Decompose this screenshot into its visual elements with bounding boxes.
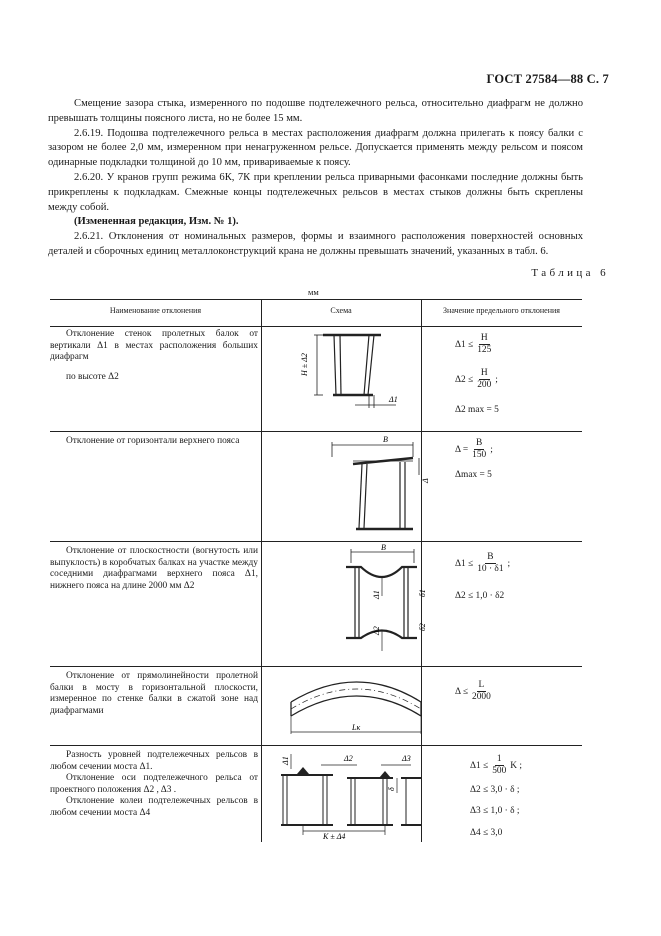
- column-divider: [421, 299, 422, 842]
- formula: [455, 438, 493, 461]
- formula: [455, 333, 495, 356]
- dimension-label: Δ1: [389, 395, 398, 404]
- formula-numerator: H: [480, 368, 488, 378]
- dimension-label: K ± Δ4: [323, 832, 346, 841]
- formula: [470, 754, 522, 777]
- row-description: Разность уровней подтележечных рельсов в любом сечении моста Δ1.: [50, 750, 258, 772]
- paragraph: Смещение зазора стыка, измеренного по подошве подтележечного рельса, относительно диафрагм не должно превышать толщины поясного листа, но не более 15 мм.: [48, 98, 583, 124]
- scheme-beam-walls: [261, 326, 421, 431]
- dimension-label: Δ: [421, 478, 430, 483]
- dimension-label: H ± Δ2: [300, 353, 309, 376]
- formula-denominator: 150: [472, 450, 487, 460]
- dimension-label: Δ2: [372, 626, 381, 635]
- row-description: Отклонение оси подтележечного рельса от проектного положения Δ2 , Δ3 .: [50, 773, 258, 795]
- formula-denominator: 500: [492, 766, 507, 776]
- row-description: по высоте Δ2: [66, 372, 119, 382]
- row-description: Отклонение от прямолинейности пролетной балки в мосту в горизонтальной плоскости, измеренное по стенке балки в сжатой зоне над диафрагмами: [50, 671, 258, 716]
- row-description: Отклонение стенок пролетных балок от вертикали Δ1 в местах расположения больших диафрагм: [50, 329, 258, 362]
- dimension-label: Δ1: [372, 590, 381, 599]
- formula-denominator: 10 · δ1: [477, 564, 504, 574]
- paragraph: 2.6.19. Подошва подтележечного рельса в местах расположения диафрагм должна прилегать к поясу балки с зазором не более 2,0 мм, измеренном при ненагруженном рельсе. Допускается применять между рельсом и поясом одинарные подкладки толщиной до 10 мм, привариваемые к поясу.: [48, 127, 583, 169]
- paragraph: 2.6.21. Отклонения от номинальных размеров, формы и взаимного расположения поверхностей основных деталей и сборочных единиц металлоконструкций крана не должны превышать значений, указанных в табл. 6.: [48, 231, 583, 257]
- row-description: Отклонение от плоскостности (вогнутость или выпуклость) в коробчатых балках на участке между соседними диафрагмами верхнего пояса Δ1, нижнего пояса на длине 2000 мм Δ2: [50, 546, 258, 591]
- amendment-note: (Измененная редакция, Изм. № 1).: [74, 216, 239, 228]
- table-rule: [50, 299, 582, 300]
- formula-numerator: 1: [496, 754, 502, 764]
- dimension-label: δ2: [418, 623, 427, 631]
- dimension-label: Δ2: [344, 754, 353, 763]
- dimension-label: Lк: [352, 723, 361, 732]
- formula-lhs: Δ1 ≤: [470, 760, 489, 771]
- scheme-rail-track: [261, 745, 421, 842]
- formula: Δ2 ≤ 3,0 · δ ;: [470, 785, 520, 795]
- formula-rhs: K ;: [510, 760, 522, 771]
- column-header: Значение предельного отклонения: [443, 306, 560, 315]
- formula-denominator: 2000: [472, 692, 491, 702]
- formula-rhs: ;: [495, 374, 498, 385]
- formula-denominator: 125: [477, 345, 492, 355]
- formula-numerator: B: [487, 552, 494, 562]
- formula-numerator: L: [478, 680, 485, 690]
- formula-rhs: ;: [490, 444, 493, 455]
- formula: Δ4 ≤ 3,0: [470, 828, 503, 838]
- page-header: ГОСТ 27584—88 С. 7: [486, 72, 609, 86]
- table-units: мм: [308, 287, 319, 297]
- scheme-top-chord: [261, 431, 430, 541]
- dimension-label: δ: [387, 787, 396, 791]
- formula: Δmax = 5: [455, 470, 492, 480]
- formula-lhs: Δ ≤: [455, 686, 468, 697]
- scheme-box-flatness: [261, 541, 427, 666]
- formula-lhs: Δ1 ≤: [455, 339, 474, 350]
- formula: [455, 680, 495, 703]
- dimension-label: B: [383, 435, 388, 444]
- formula-numerator: H: [480, 333, 488, 343]
- formula-lhs: Δ1 ≤: [455, 558, 474, 569]
- formula-lhs: Δ =: [455, 444, 469, 455]
- formula: Δ2 max = 5: [455, 405, 499, 415]
- column-header: Схема: [330, 306, 352, 315]
- row-description: Отклонение от горизонтали верхнего пояса: [66, 436, 240, 446]
- dimension-label: Δ1: [281, 756, 290, 765]
- dimension-label: Δ3: [402, 754, 411, 763]
- formula: [455, 552, 510, 575]
- formula-numerator: B: [476, 438, 483, 448]
- table-caption: Таблица 6: [531, 267, 609, 279]
- formula: Δ3 ≤ 1,0 · δ ;: [470, 806, 520, 816]
- formula: Δ2 ≤ 1,0 · δ2: [455, 591, 505, 601]
- tolerance-table: [50, 299, 582, 842]
- formula-lhs: Δ2 ≤: [455, 374, 474, 385]
- paragraph: 2.6.20. У кранов групп режима 6К, 7К при креплении рельса приварными фасонками последние должны быть прикреплены к подкладкам. Смежные концы подтележечных рельсов в местах стыков должны быть скреплены между собой.: [48, 171, 583, 213]
- column-header: Наименование отклонения: [109, 306, 202, 315]
- scheme-straightness: [261, 666, 421, 745]
- formula-denominator: 200: [477, 380, 492, 390]
- body-text: [48, 97, 583, 260]
- row-description: Отклонение колеи подтележечных рельсов в любом сечении моста Δ4: [50, 796, 258, 818]
- dimension-label: B: [381, 543, 386, 552]
- formula: [455, 368, 498, 391]
- dimension-label: δ1: [418, 589, 427, 597]
- formula-rhs: ;: [507, 558, 511, 569]
